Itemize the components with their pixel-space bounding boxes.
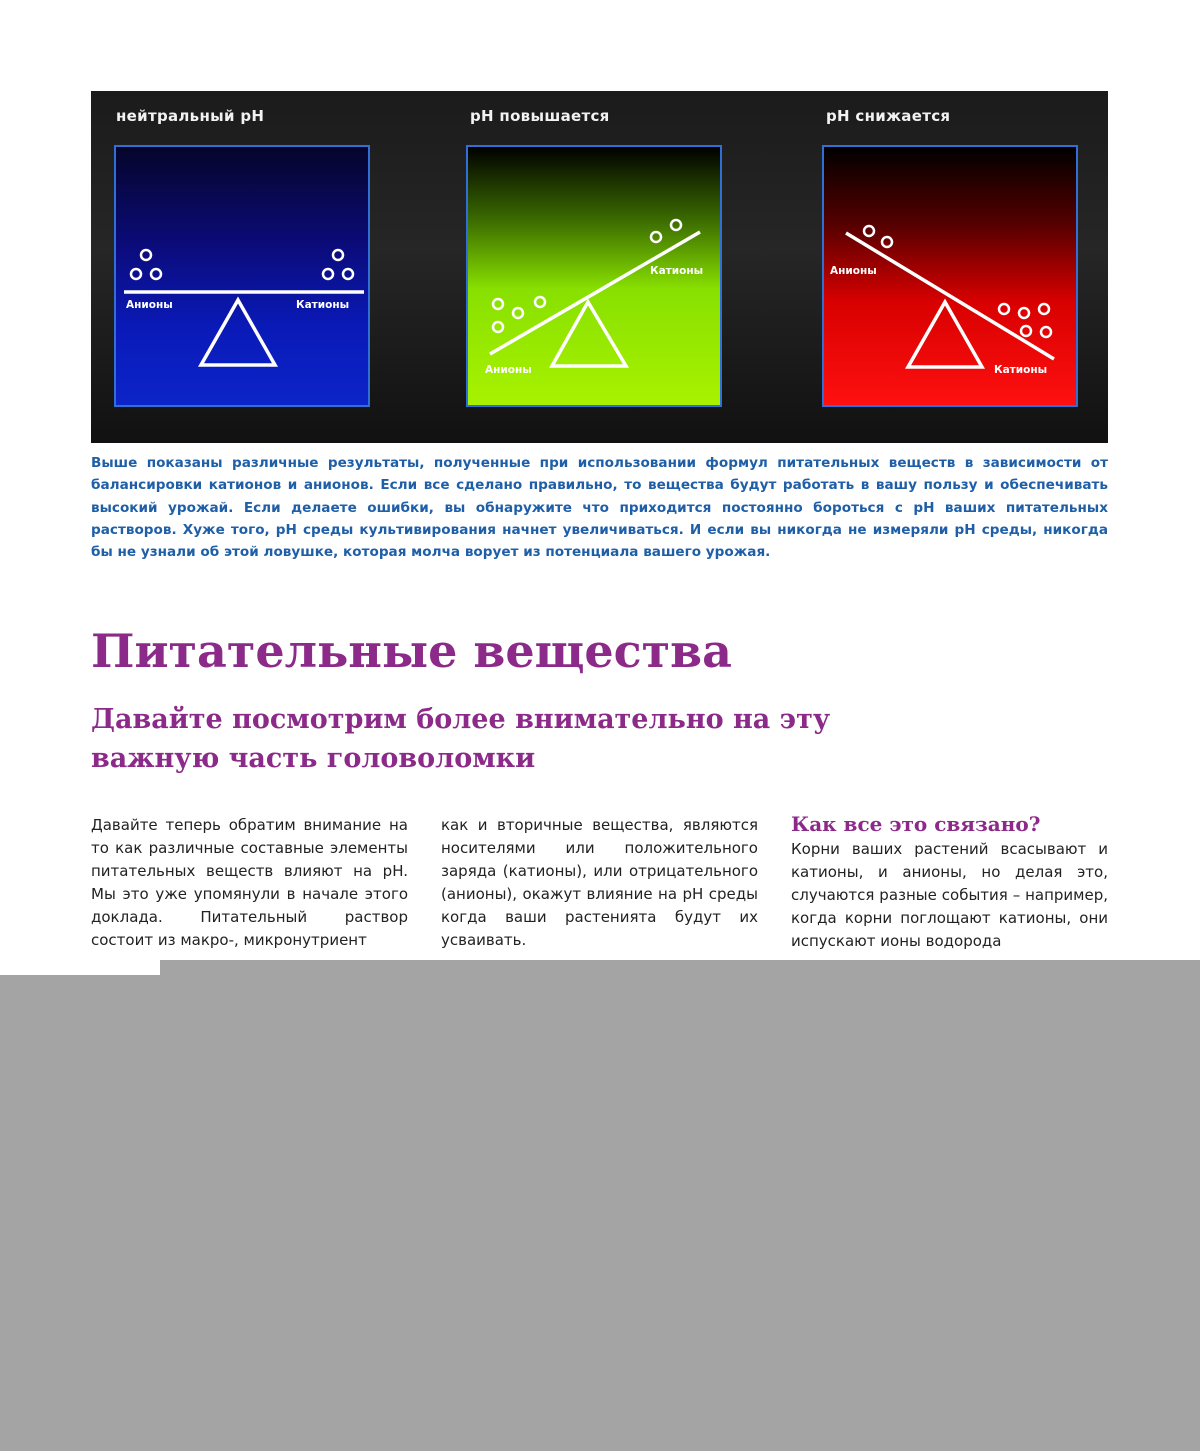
body-column-2: как и вторичные вещества, являются носителями или положительного заряда (катионы), или отрицательного (анионы), окажут влияние на pH среды когда ваши растенията будут их усваивать.: [441, 816, 758, 949]
cations-label: Катионы: [994, 364, 1048, 376]
ion-circle: [651, 232, 661, 242]
ph-balance-figure: [91, 91, 1108, 443]
gray-overlay-main: [160, 960, 1200, 1451]
article-title: Питательные вещества: [91, 624, 732, 678]
ion-circle: [141, 250, 151, 260]
ion-circle: [513, 308, 523, 318]
body-column-3: Корни ваших растений всасывают и катионы, и анионы, но делая это, случаются разные события – например, когда корни поглощают катионы, они испускают ионы водорода: [791, 840, 1108, 950]
body-column-1: Давайте теперь обратим внимание на то как различные составные элементы питательных веществ влияют на pH. Мы это уже упомянули в начале этого доклада. Питательный раствор состоит из макро-, микронутриент: [91, 816, 408, 949]
ion-circle: [343, 269, 353, 279]
panel-title-neutral: нейтральный pH: [116, 107, 265, 125]
ion-circle: [323, 269, 333, 279]
panel-title-falling: pH снижается: [826, 107, 951, 125]
article-subtitle: Давайте посмотрим более внимательно на эту важную часть головоломки: [91, 704, 831, 774]
anions-label: Анионы: [126, 299, 173, 311]
cations-label: Катионы: [296, 299, 350, 311]
ion-circle: [493, 299, 503, 309]
ion-circle: [131, 269, 141, 279]
ion-circle: [864, 226, 874, 236]
gray-overlay-left: [0, 975, 160, 1451]
column-3-heading: Как все это связано?: [791, 812, 1041, 836]
cations-label: Катионы: [650, 265, 704, 277]
ion-circle: [1039, 304, 1049, 314]
anions-label: Анионы: [485, 364, 532, 376]
ion-circle: [493, 322, 503, 332]
panel-rising-ph: [466, 145, 722, 407]
ion-circle: [671, 220, 681, 230]
panel-title-rising: pH повышается: [470, 107, 610, 125]
panel-falling-ph: [822, 145, 1078, 407]
ion-circle: [1041, 327, 1051, 337]
ion-circle: [333, 250, 343, 260]
ion-circle: [1021, 326, 1031, 336]
ion-circle: [999, 304, 1009, 314]
balance-scale-falling: [824, 147, 1078, 407]
balance-scale-neutral: [116, 147, 370, 407]
balance-beam: [490, 232, 700, 354]
fulcrum-triangle: [908, 302, 982, 367]
ion-circle: [151, 269, 161, 279]
balance-beam: [846, 233, 1054, 359]
ion-circle: [535, 297, 545, 307]
figure-caption: Выше показаны различные результаты, полученные при использовании формул питательных веществ в зависимости от балансировки катионов и анионов. Если все сделано правильно, то вещества будут работать в вашу пользу и обеспечивать высокий урожай. Если делаете ошибки, вы обнаружите что приходится постоянно бороться с pH ваших питательных растворов. Хуже того, pH среды культивирования начнет увеличиваться. И если вы никогда не измеряли pH среды, никогда бы не узнали об этой ловушке, которая молча ворует из потенциала вашего урожая.: [91, 455, 1108, 561]
panel-neutral-ph: [114, 145, 370, 407]
ion-circle: [882, 237, 892, 247]
ion-circle: [1019, 308, 1029, 318]
balance-scale-rising: [468, 147, 722, 407]
anions-label: Анионы: [830, 265, 877, 277]
fulcrum-triangle: [201, 300, 275, 365]
